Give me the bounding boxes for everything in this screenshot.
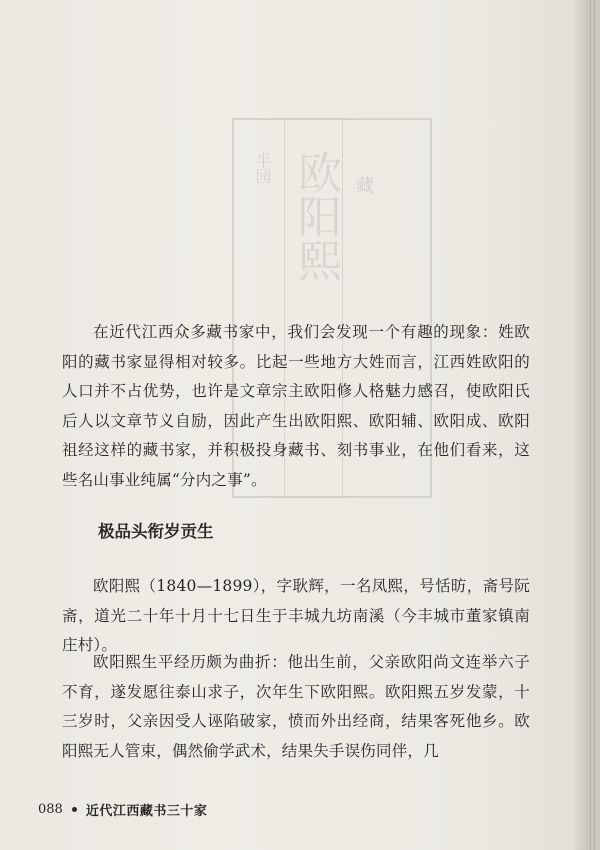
body-paragraph: 在近代江西众多藏书家中，我们会发现一个有趣的现象：姓欧阳的藏书家显得相对较多。比起一些地方大姓而言，江西姓欧阳的人口并不占优势，也许是文章宗主欧阳修人格魅力感召，使欧阳氏后人以文章节义自励，因此产生出欧阳熙、欧阳辅、欧阳成、欧阳祖经这样的藏书家，并积极投身藏书、刻书事业，在他们看来，这些名山事业纯属“分内之事”。: [62, 323, 530, 489]
show-through-text: 欧阳熙: [290, 150, 341, 282]
body-paragraph: 欧阳熙（1840—1899），字耿辉，一名凤熙，号恬昉，斋号阮斋，道光二十年十月十七日生于丰城九坊南溪（今丰城市董家镇南庄村）。: [62, 577, 530, 654]
page-footer: [38, 800, 207, 819]
bullet-dot-icon: [72, 807, 77, 812]
page-number: 088: [38, 802, 63, 817]
show-through-text: 半园: [253, 152, 272, 184]
page-stack-edge: [590, 0, 591, 850]
page-stack-edge: [594, 0, 595, 850]
page-edge-shadow: [572, 0, 600, 850]
body-paragraph: 欧阳熙生平经历颇为曲折：他出生前，父亲欧阳尚文连举六子不育，遂发愿往泰山求子，次年生下欧阳熙。欧阳熙五岁发蒙，十三岁时，父亲因受人诬陷破家，愤而外出经商，结果客死他乡。欧阳熙无人管束，偶然偷学武术，结果失手误伤同伴，几: [62, 653, 530, 760]
section-heading: 极品头衔岁贡生: [98, 522, 214, 541]
show-through-text: 藏: [353, 176, 374, 194]
running-title: 近代江西藏书三十家: [85, 804, 208, 819]
